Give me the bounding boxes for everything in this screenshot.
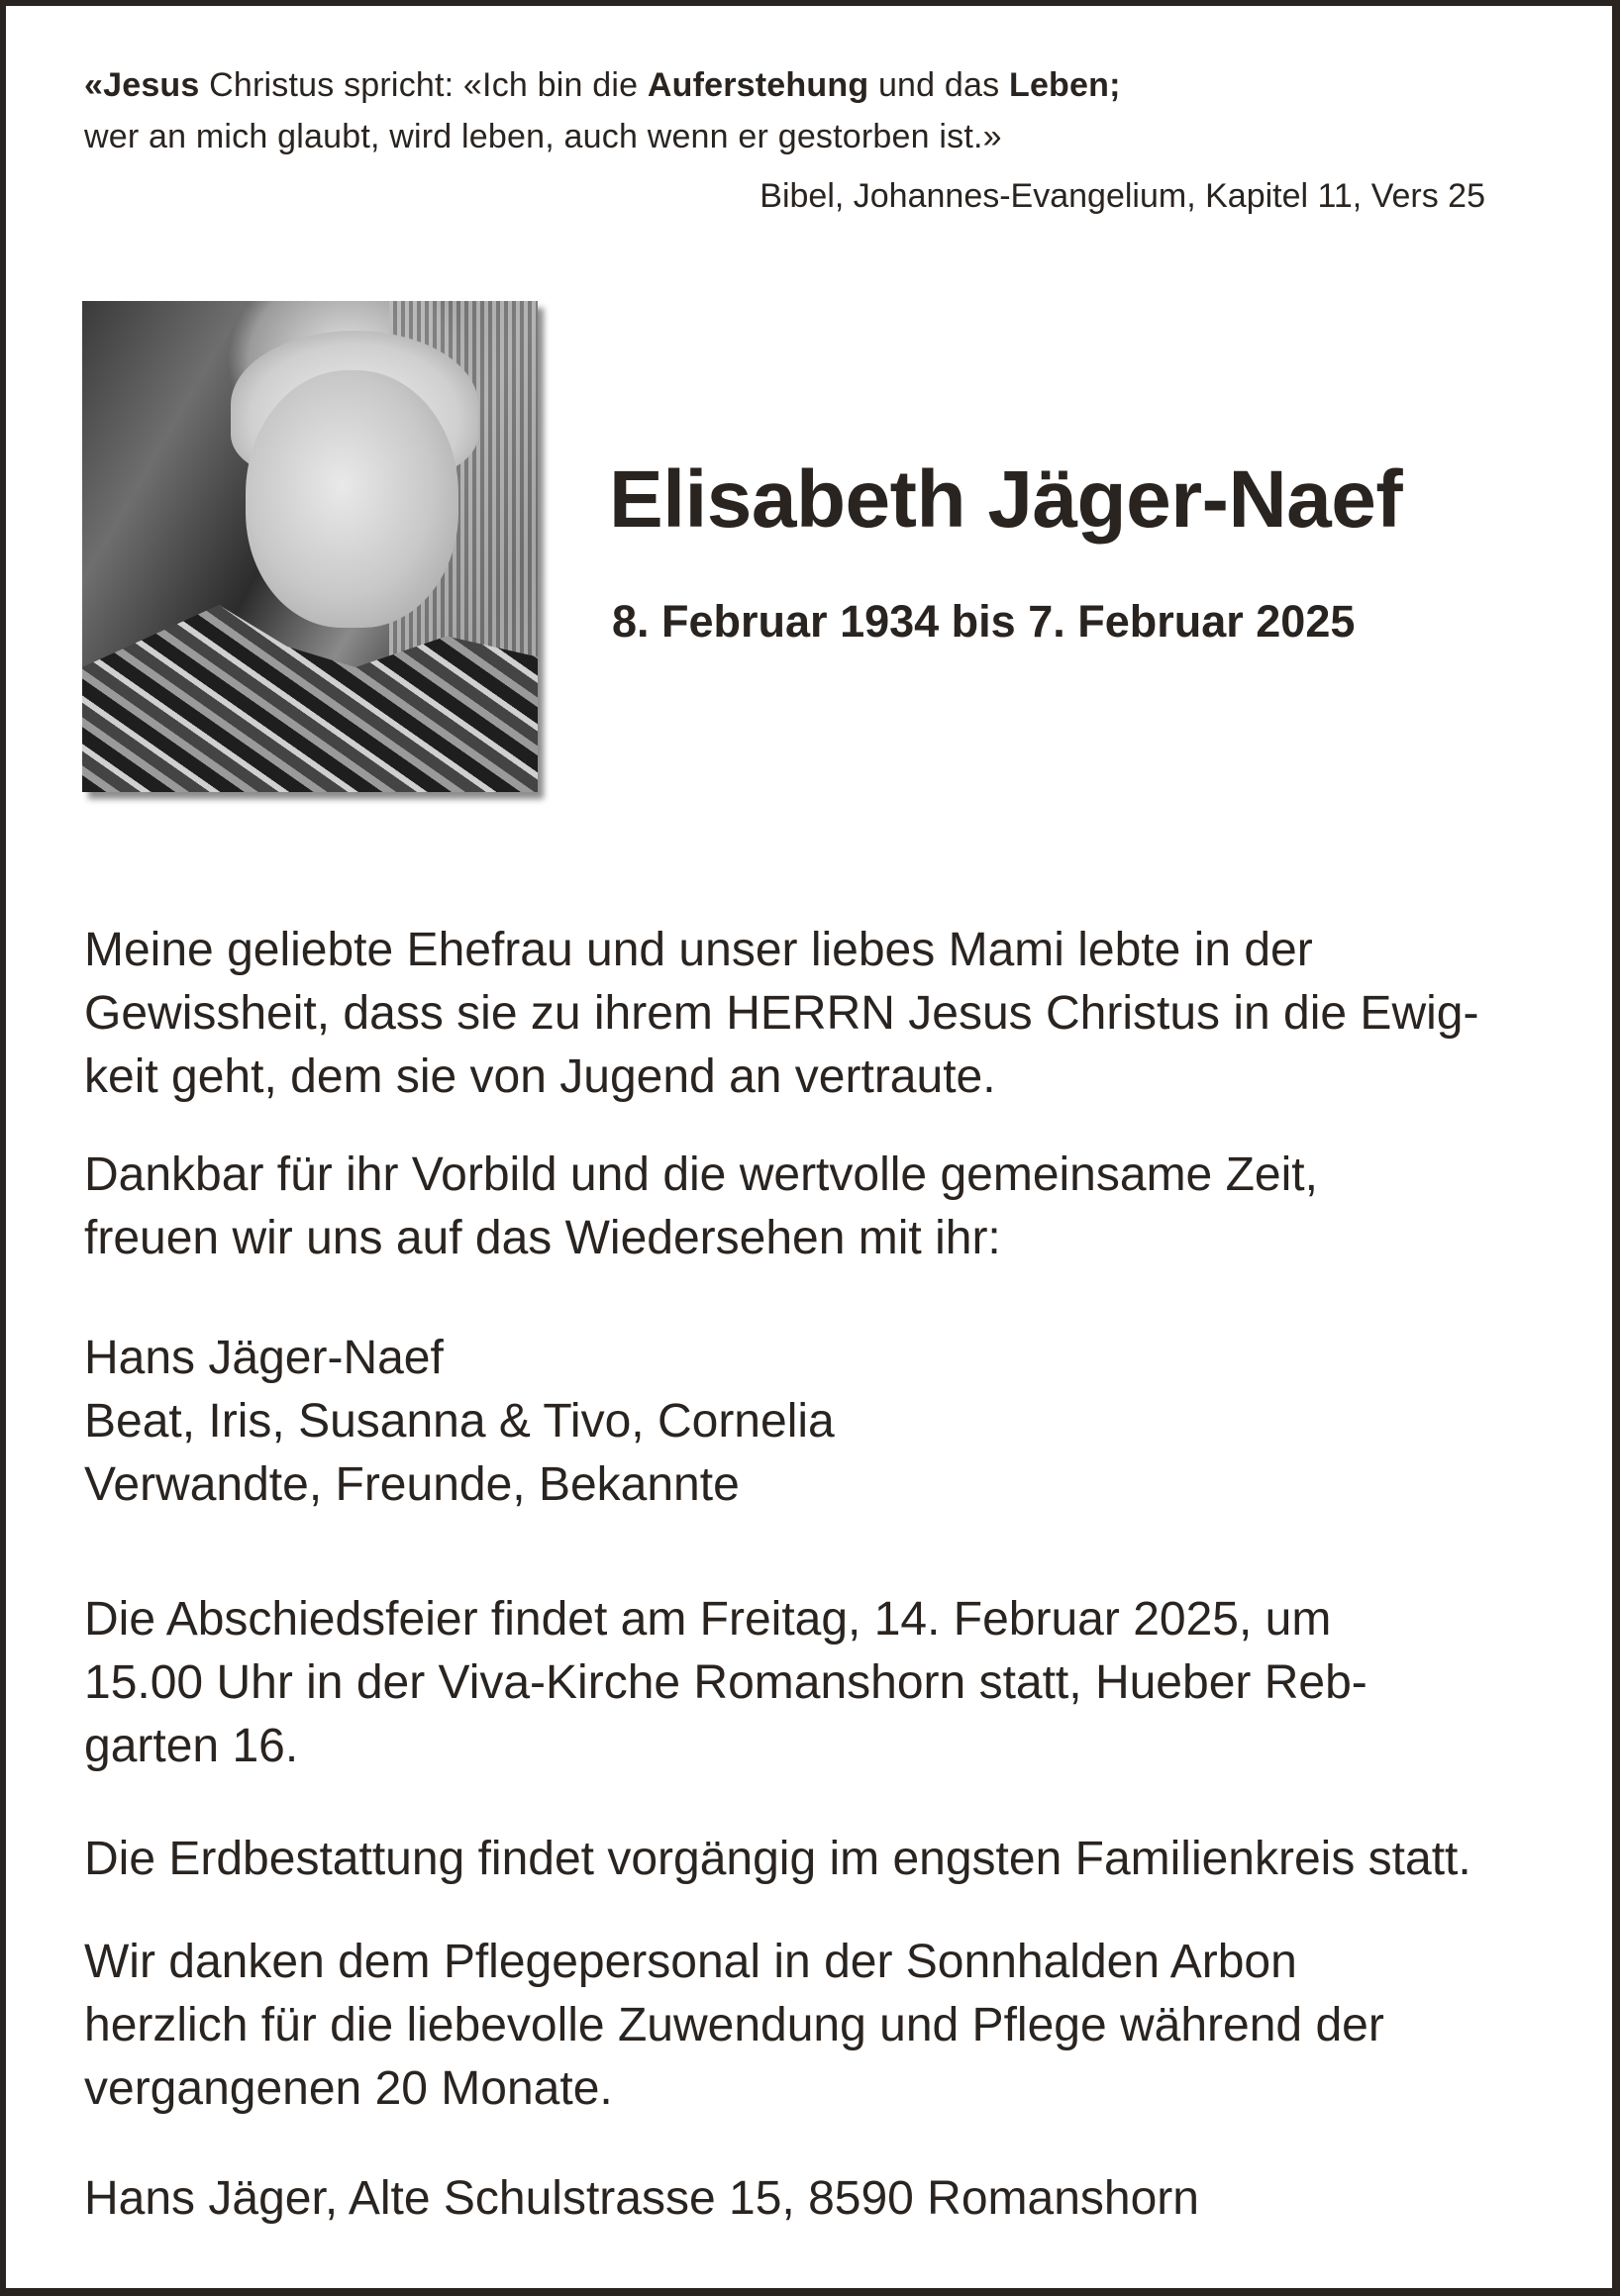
mourners-list	[84, 1327, 1550, 1517]
verse-line-1	[84, 59, 1490, 111]
paragraph-line: Dankbar für ihr Vorbild und die wertvolle gemeinsame Zeit,	[84, 1148, 1318, 1201]
paragraph-line: freuen wir uns auf das Wiedersehen mit ihr:	[84, 1212, 1001, 1264]
contact-address	[84, 2167, 1550, 2231]
paragraph-line: garten 16.	[84, 1720, 299, 1772]
mourner-line: Hans Jäger-Naef	[84, 1332, 444, 1384]
mourner-line: Verwandte, Freunde, Bekannte	[84, 1458, 740, 1511]
photo-face	[246, 370, 458, 628]
mourner-line: Beat, Iris, Susanna & Tivo, Cornelia	[84, 1395, 835, 1447]
paragraph-line: Gewissheit, dass sie zu ihrem HERRN Jesus Christus in die Ewig-	[84, 987, 1479, 1040]
verse-word-auferstehung: Auferstehung	[647, 66, 869, 104]
verse-source: Bibel, Johannes-Evangelium, Kapitel 11, Vers 25	[759, 177, 1485, 215]
paragraph-faith	[84, 919, 1550, 1109]
paragraph-line: vergangenen 20 Monate.	[84, 2062, 613, 2115]
verse-word-jesus: Jesus	[103, 66, 200, 104]
verse-open-quote: «	[84, 66, 104, 104]
portrait-photo	[82, 301, 538, 792]
paragraph-line: Die Abschiedsfeier findet am Freitag, 14. Februar 2025, um	[84, 1593, 1332, 1646]
paragraph-line: Die Erdbestattung findet vorgängig im engsten Familienkreis statt.	[84, 1833, 1471, 1885]
paragraph-burial	[84, 1828, 1550, 1891]
paragraph-thanks	[84, 1931, 1550, 2121]
bible-verse	[84, 59, 1490, 162]
paragraph-line: 15.00 Uhr in der Viva-Kirche Romanshorn statt, Hueber Reb-	[84, 1656, 1367, 1709]
paragraph-gratitude	[84, 1144, 1550, 1270]
paragraph-line: Wir danken dem Pflegepersonal in der Sonnhalden Arbon	[84, 1936, 1297, 1988]
paragraph-line: herzlich für die liebevolle Zuwendung und Pflege während der	[84, 1999, 1384, 2051]
life-dates: 8. Februar 1934 bis 7. Februar 2025	[612, 596, 1356, 647]
verse-text-1: Christus spricht: «Ich bin die	[199, 66, 648, 104]
verse-text-2: und das	[868, 66, 1009, 104]
paragraph-farewell-ceremony	[84, 1588, 1550, 1778]
verse-word-leben: Leben;	[1008, 66, 1121, 104]
verse-line-2: wer an mich glaubt, wird leben, auch wenn er gestorben ist.»	[84, 118, 1002, 155]
paragraph-line: Meine geliebte Ehefrau und unser liebes Mami lebte in der	[84, 924, 1313, 976]
paragraph-line: keit geht, dem sie von Jugend an vertraute.	[84, 1050, 996, 1103]
deceased-name: Elisabeth Jäger-Naef	[609, 454, 1403, 545]
address-line: Hans Jäger, Alte Schulstrasse 15, 8590 Romanshorn	[84, 2172, 1199, 2225]
